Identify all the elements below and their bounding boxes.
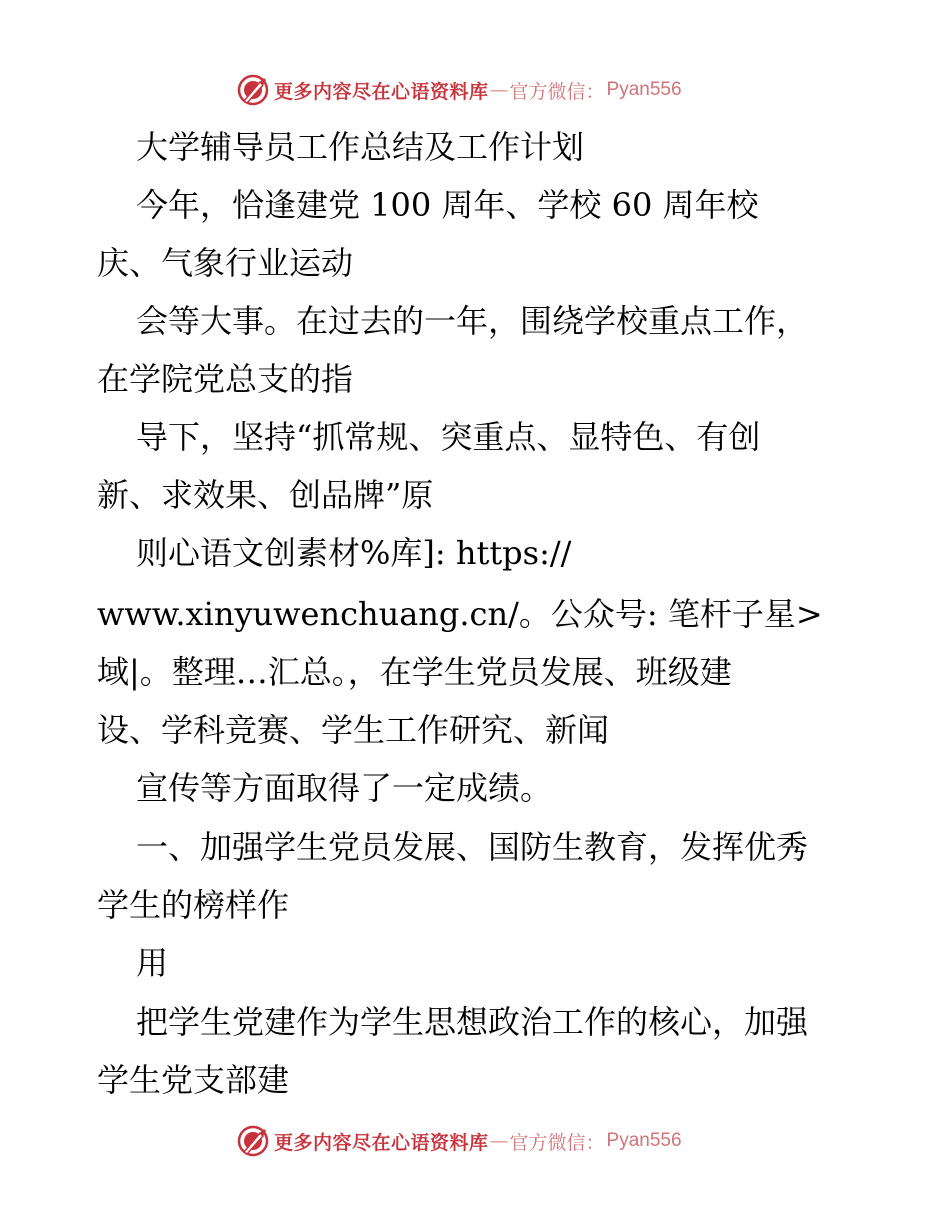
- doc-line: 学生党支部建: [97, 1061, 290, 1099]
- banner-wechat-id: Pyan556: [606, 1130, 682, 1151]
- doc-line: 今年，恰逢建党 100 周年、学校 60 周年校: [136, 186, 759, 224]
- footer-banner: [236, 1121, 682, 1161]
- doc-line: 域|。整理…汇总。，在学生党员发展、班级建: [97, 653, 732, 691]
- doc-line: 会等大事。在过去的一年，围绕学校重点工作，: [136, 302, 809, 340]
- pen-seal-logo-icon: [236, 1124, 270, 1158]
- doc-line: www.xinyuwenchuang.cn/。公众号: 笔杆子星>: [97, 595, 823, 633]
- header-banner: [236, 70, 682, 110]
- doc-line: 学生的榜样作: [97, 886, 290, 924]
- doc-line: 设、学科竞赛、学生工作研究、新闻: [97, 711, 610, 749]
- doc-line: 宣传等方面取得了一定成绩。: [136, 769, 553, 807]
- doc-line: 在学院党总支的指: [97, 360, 354, 398]
- banner-dash: —: [489, 1130, 509, 1152]
- doc-title: 大学辅导员工作总结及工作计划: [136, 128, 585, 166]
- banner-wechat-id: Pyan556: [606, 79, 682, 100]
- banner-wechat-label: 官方微信：: [509, 80, 605, 103]
- doc-line: 导下，坚持“抓常规、突重点、显特色、有创: [136, 418, 761, 456]
- banner-main-text: 更多内容尽在心语资料库: [274, 1131, 489, 1154]
- doc-line: 则心语文创素材%库]: https://: [136, 534, 572, 572]
- doc-line: 把学生党建作为学生思想政治工作的核心，加强: [136, 1003, 809, 1041]
- doc-section-heading: 一、加强学生党员发展、国防生教育，发挥优秀: [136, 828, 809, 866]
- banner-wechat-label: 官方微信：: [509, 1131, 605, 1154]
- banner-main-text: 更多内容尽在心语资料库: [274, 80, 489, 103]
- doc-line: 庆、气象行业运动: [97, 244, 354, 282]
- pen-seal-logo-icon: [236, 73, 270, 107]
- doc-line: 用: [136, 944, 169, 982]
- banner-dash: —: [489, 79, 509, 101]
- doc-line: 新、求效果、创品牌”原: [97, 476, 434, 514]
